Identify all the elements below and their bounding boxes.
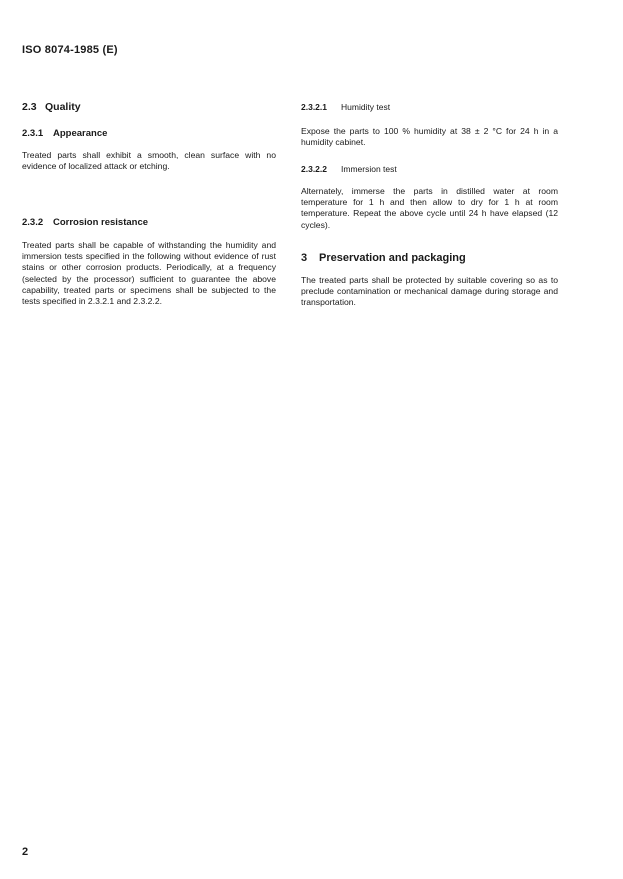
section-title: Immersion test: [341, 164, 397, 174]
section-number: 2.3.1: [22, 128, 44, 139]
section-number: 2.3.2: [22, 217, 44, 228]
section-2-3-2-1-heading: [301, 102, 390, 112]
section-2-3-heading: [22, 101, 81, 113]
section-title: Appearance: [53, 128, 108, 139]
section-number: 3: [301, 252, 308, 264]
immersion-test-paragraph: Alternately, immerse the parts in distilled water at room temperature for 1 h and then allow to dry for 1 h at room temperature. Repeat the above cycle until 24 h have elapsed (12 cycles).: [301, 186, 558, 230]
section-number: 2.3: [22, 101, 37, 113]
document-id: ISO 8074-1985 (E): [22, 44, 118, 56]
section-3-heading: [301, 252, 466, 264]
section-title: Quality: [45, 101, 81, 113]
section-title: Preservation and packaging: [319, 252, 466, 264]
preservation-paragraph: The treated parts shall be protected by suitable covering so as to preclude contamination or mechanical damage during storage and transportation.: [301, 275, 558, 308]
corrosion-resistance-paragraph: Treated parts shall be capable of withstanding the humidity and immersion tests specified in the following without evidence of rust stains or other corrosion products. Periodically, at a frequency (selected by the processor) sufficient to guarantee the above capability, treated parts or specimens shall be subjected to the tests specified in 2.3.2.1 and 2.3.2.2.: [22, 240, 276, 307]
page-number: 2: [22, 846, 29, 858]
section-2-3-2-2-heading: [301, 164, 397, 174]
section-title: Corrosion resistance: [53, 217, 149, 228]
humidity-test-paragraph: Expose the parts to 100 % humidity at 38 ± 2 °C for 24 h in a humidity cabinet.: [301, 126, 558, 148]
section-title: Humidity test: [341, 102, 391, 112]
section-number: 2.3.2.2: [301, 164, 327, 174]
section-number: 2.3.2.1: [301, 102, 327, 112]
section-2-3-2-heading: [22, 217, 148, 228]
appearance-paragraph: Treated parts shall exhibit a smooth, clean surface with no evidence of localized attack or etching.: [22, 150, 276, 172]
section-2-3-1-heading: [22, 128, 107, 139]
